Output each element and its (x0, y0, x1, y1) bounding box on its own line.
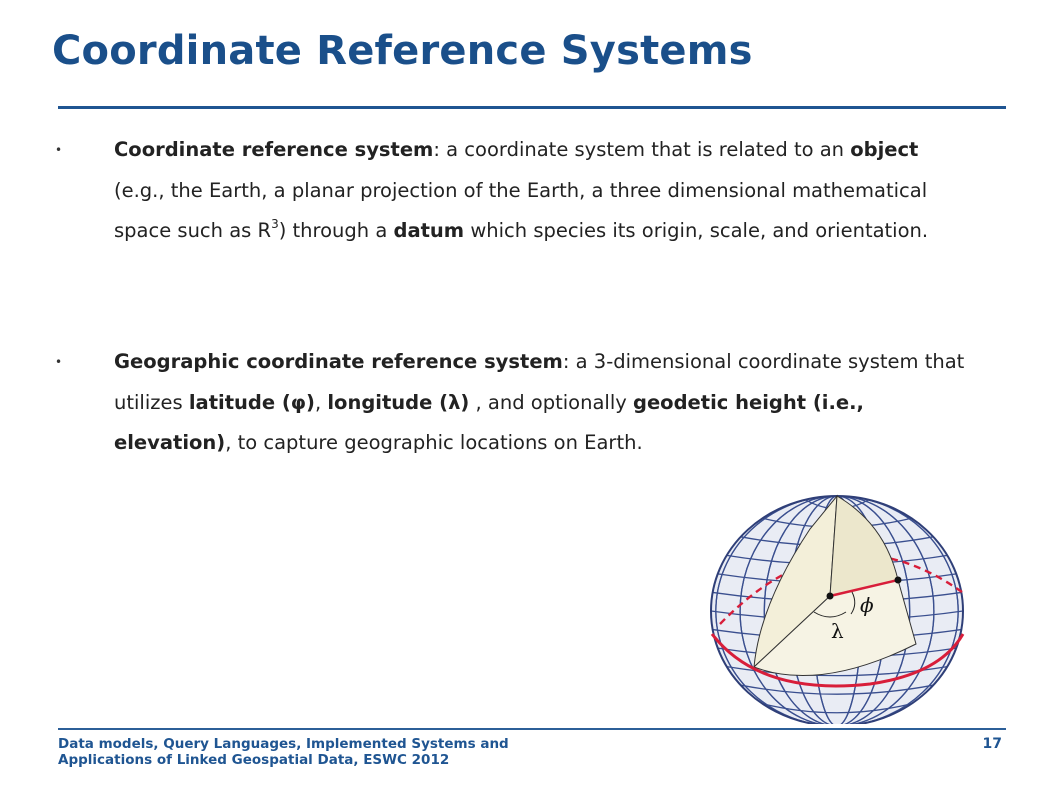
bullet-dot-icon: • (55, 355, 63, 369)
bold-keyword: latitude (φ) (188, 390, 315, 414)
bold-keyword: datum (393, 219, 465, 242)
bullet-text: , and optionally (469, 390, 633, 414)
globe-latitude-longitude-figure (700, 484, 974, 724)
footer-line: Applications of Linked Geospatial Data, ESWC 2012 (58, 752, 450, 768)
bullet-text: , to capture geographic locations on Earth. (225, 431, 643, 454)
slide-title: Coordinate Reference Systems (52, 28, 753, 74)
title-divider (58, 106, 1006, 109)
bullet-term: Geographic coordinate reference system (114, 350, 563, 373)
bullet-text: (e.g., the Earth, a planar projection of the Earth, a three dimensional mathematical space such as R (114, 178, 928, 242)
superscript: 3 (271, 216, 279, 231)
bold-keyword: longitude (λ) (327, 390, 470, 414)
footer-caption (58, 736, 658, 768)
bullet-text: which species its origin, scale, and orientation. (464, 219, 929, 242)
bullet-text: ) through a (278, 219, 394, 242)
footer-divider (58, 728, 1006, 730)
lambda-label: λ (831, 619, 844, 643)
bullet-item-crs (55, 130, 974, 252)
bullet-text: : a coordinate system that is related to an (433, 138, 851, 161)
bold-keyword: geodetic height (i.e., elevation) (114, 390, 864, 454)
bullet-term: Coordinate reference system (114, 138, 434, 161)
bullet-text: , (314, 390, 328, 414)
bold-keyword: object (850, 138, 919, 161)
bullet-text: : a 3-dimensional coordinate system that utilizes (114, 350, 965, 414)
footer-line: Data models, Query Languages, Implemented Systems and (58, 736, 509, 752)
page-number: 17 (982, 736, 1002, 752)
bullet-dot-icon: • (55, 143, 63, 157)
bullet-item-geographic-crs (55, 342, 974, 464)
phi-label: ϕ (860, 593, 874, 617)
